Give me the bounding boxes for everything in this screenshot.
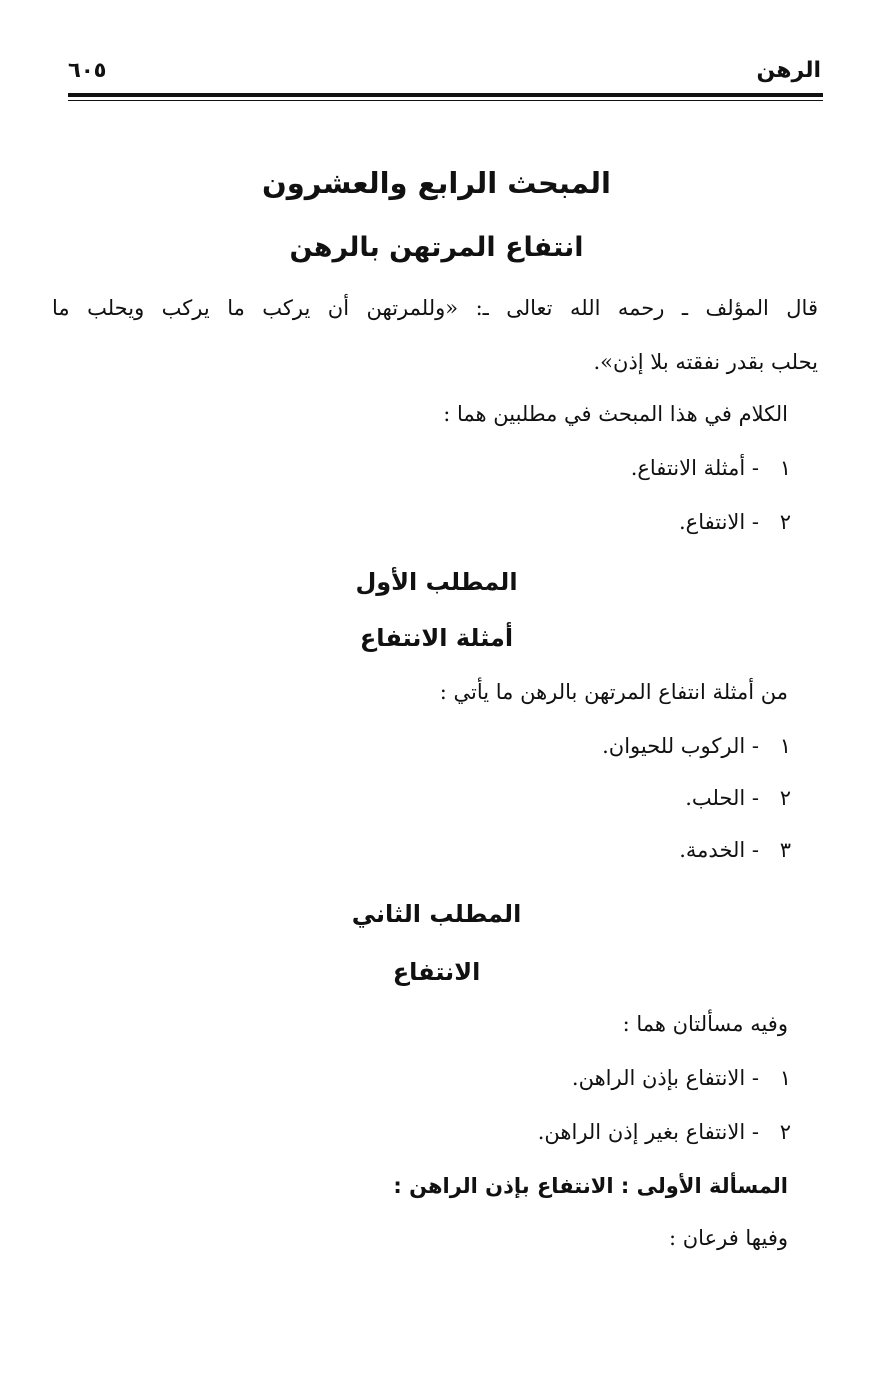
section-1-intro: من أمثلة انتفاع المرتهن بالرهن ما يأتي : — [439, 680, 788, 704]
list-item-number: ٣ — [779, 838, 791, 862]
list-item-text: - أمثلة الانتفاع. — [630, 456, 759, 480]
quote-line-1: قال المؤلف ـ رحمه الله تعالى ـ: «وللمرتهن أن يركب ما يركب ويحلب ما — [52, 296, 818, 320]
page-number: ٦٠٥ — [68, 58, 107, 82]
list-item-text: - الانتفاع بإذن الراهن. — [571, 1066, 759, 1090]
list-item-text: - الحلب. — [685, 786, 759, 810]
list-item-text: - الخدمة. — [679, 838, 759, 862]
list-item — [538, 1120, 791, 1144]
list-item-text: - الركوب للحيوان. — [602, 734, 759, 758]
header-rule-thin — [68, 100, 823, 101]
list-item — [631, 456, 791, 480]
running-header — [68, 58, 821, 92]
list-item — [572, 1066, 791, 1090]
section-1-subtitle: أمثلة الانتفاع — [359, 624, 514, 652]
section-1-title: المطلب الأول — [355, 568, 518, 596]
issue-1-text: وفيها فرعان : — [669, 1226, 788, 1250]
list-item-text: - الانتفاع. — [679, 510, 759, 534]
list-item-number: ١ — [779, 734, 791, 758]
issue-1-title: المسألة الأولى : الانتفاع بإذن الراهن : — [393, 1174, 788, 1198]
list-item — [602, 734, 791, 758]
chapter-title: المبحث الرابع والعشرون — [262, 166, 611, 200]
section-2-title: المطلب الثاني — [351, 900, 522, 928]
list-item-number: ٢ — [779, 786, 791, 810]
quote-line-2: يحلب بقدر نفقته بلا إذن». — [593, 350, 818, 374]
section-2-subtitle: الانتفاع — [392, 958, 481, 986]
running-title: الرهن — [756, 58, 821, 83]
list-item-number: ٢ — [779, 1120, 791, 1144]
list-item — [679, 510, 791, 534]
list-item — [685, 786, 791, 810]
section-2-intro: وفيه مسألتان هما : — [622, 1012, 788, 1036]
list-item — [679, 838, 791, 862]
overview-text: الكلام في هذا المبحث في مطلبين هما : — [443, 402, 788, 426]
list-item-number: ١ — [779, 456, 791, 480]
chapter-subtitle: انتفاع المرتهن بالرهن — [289, 232, 584, 263]
header-rule-thick — [68, 93, 823, 97]
list-item-number: ٢ — [779, 510, 791, 534]
list-item-number: ١ — [779, 1066, 791, 1090]
list-item-text: - الانتفاع بغير إذن الراهن. — [537, 1120, 759, 1144]
